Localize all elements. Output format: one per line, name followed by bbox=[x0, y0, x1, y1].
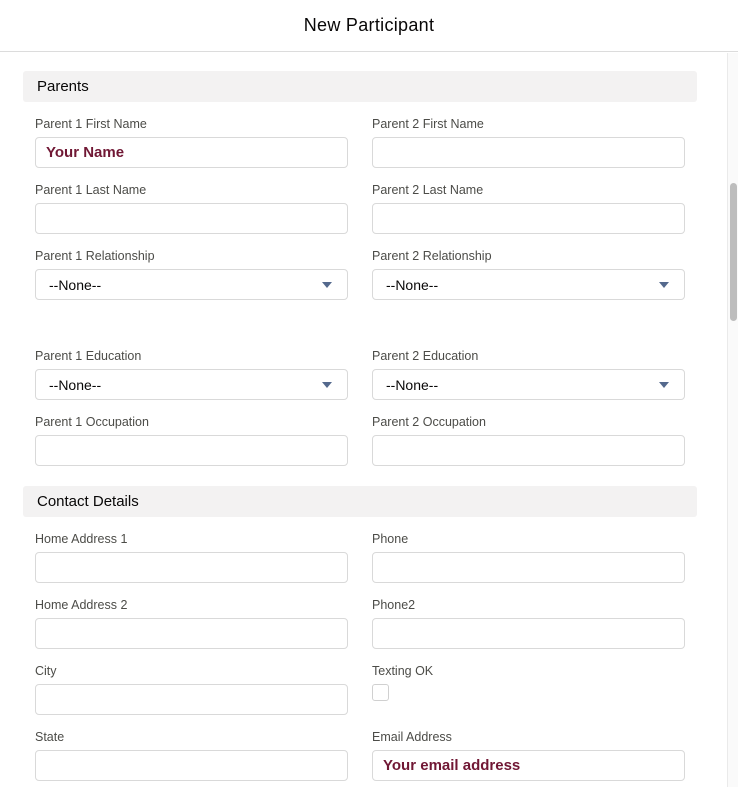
field-parent1-occupation bbox=[35, 415, 348, 466]
page-header bbox=[0, 0, 738, 52]
page-title: New Participant bbox=[303, 15, 435, 35]
field-label: Texting OK bbox=[372, 664, 434, 678]
parent2-occupation-input[interactable] bbox=[372, 435, 685, 466]
field-state bbox=[35, 730, 348, 781]
chevron-down-icon bbox=[659, 382, 669, 388]
parent2-first-name-input[interactable] bbox=[372, 137, 685, 168]
field-parent1-education bbox=[35, 349, 348, 400]
parent1-education-select[interactable] bbox=[35, 369, 348, 400]
parents-field-grid bbox=[35, 102, 685, 466]
city-input[interactable] bbox=[35, 684, 348, 715]
field-label: Parent 1 Occupation bbox=[35, 415, 149, 429]
field-home-address-2 bbox=[35, 598, 348, 649]
field-label: State bbox=[35, 730, 65, 744]
home-address-2-input[interactable] bbox=[35, 618, 348, 649]
section-header-parents bbox=[23, 71, 697, 102]
field-label: Parent 1 Relationship bbox=[35, 249, 155, 263]
chevron-down-icon bbox=[322, 382, 332, 388]
chevron-down-icon bbox=[322, 282, 332, 288]
selected-option: --None-- bbox=[49, 376, 102, 393]
field-label: Parent 1 Education bbox=[35, 349, 142, 363]
field-email-address bbox=[372, 730, 685, 781]
phone2-input[interactable] bbox=[372, 618, 685, 649]
field-label: Parent 2 First Name bbox=[372, 117, 484, 131]
field-parent1-relationship bbox=[35, 249, 348, 300]
field-parent2-relationship bbox=[372, 249, 685, 300]
section-header-contact-details bbox=[23, 486, 697, 517]
field-label: Home Address 2 bbox=[35, 598, 128, 612]
parent2-last-name-input[interactable] bbox=[372, 203, 685, 234]
parent1-first-name-input[interactable] bbox=[35, 137, 348, 168]
field-parent2-first-name bbox=[372, 117, 685, 168]
field-home-address-1 bbox=[35, 532, 348, 583]
field-parent2-last-name bbox=[372, 183, 685, 234]
field-label: Parent 2 Last Name bbox=[372, 183, 484, 197]
field-parent2-occupation bbox=[372, 415, 685, 466]
field-label: Home Address 1 bbox=[35, 532, 128, 546]
state-input[interactable] bbox=[35, 750, 348, 781]
scrollbar-thumb[interactable] bbox=[730, 183, 737, 321]
section-title: Contact Details bbox=[37, 493, 139, 510]
field-label: Parent 1 Last Name bbox=[35, 183, 147, 197]
field-label: Parent 1 First Name bbox=[35, 117, 147, 131]
home-address-1-input[interactable] bbox=[35, 552, 348, 583]
vertical-scrollbar[interactable] bbox=[727, 53, 738, 787]
section-title: Parents bbox=[37, 78, 89, 95]
field-label: Parent 2 Occupation bbox=[372, 415, 486, 429]
parent2-education-select[interactable] bbox=[372, 369, 685, 400]
field-parent1-last-name bbox=[35, 183, 348, 234]
field-city bbox=[35, 664, 348, 715]
field-label: Phone bbox=[372, 532, 409, 546]
field-label: Email Address bbox=[372, 730, 452, 744]
field-phone2 bbox=[372, 598, 685, 649]
parent1-occupation-input[interactable] bbox=[35, 435, 348, 466]
field-label: Parent 2 Relationship bbox=[372, 249, 492, 263]
selected-option: --None-- bbox=[386, 376, 439, 393]
chevron-down-icon bbox=[659, 282, 669, 288]
parent2-relationship-select[interactable] bbox=[372, 269, 685, 300]
field-phone bbox=[372, 532, 685, 583]
email-address-input[interactable] bbox=[372, 750, 685, 781]
form-scroll-area bbox=[0, 52, 738, 781]
selected-option: --None-- bbox=[49, 276, 102, 293]
field-label: Phone2 bbox=[372, 598, 416, 612]
phone-input[interactable] bbox=[372, 552, 685, 583]
contact-field-grid bbox=[35, 517, 685, 781]
parent1-relationship-select[interactable] bbox=[35, 269, 348, 300]
field-parent1-first-name bbox=[35, 117, 348, 168]
field-parent2-education bbox=[372, 349, 685, 400]
selected-option: --None-- bbox=[386, 276, 439, 293]
field-texting-ok bbox=[372, 664, 685, 715]
field-label: Parent 2 Education bbox=[372, 349, 479, 363]
parent1-last-name-input[interactable] bbox=[35, 203, 348, 234]
texting-ok-checkbox[interactable] bbox=[372, 684, 389, 701]
field-label: City bbox=[35, 664, 57, 678]
